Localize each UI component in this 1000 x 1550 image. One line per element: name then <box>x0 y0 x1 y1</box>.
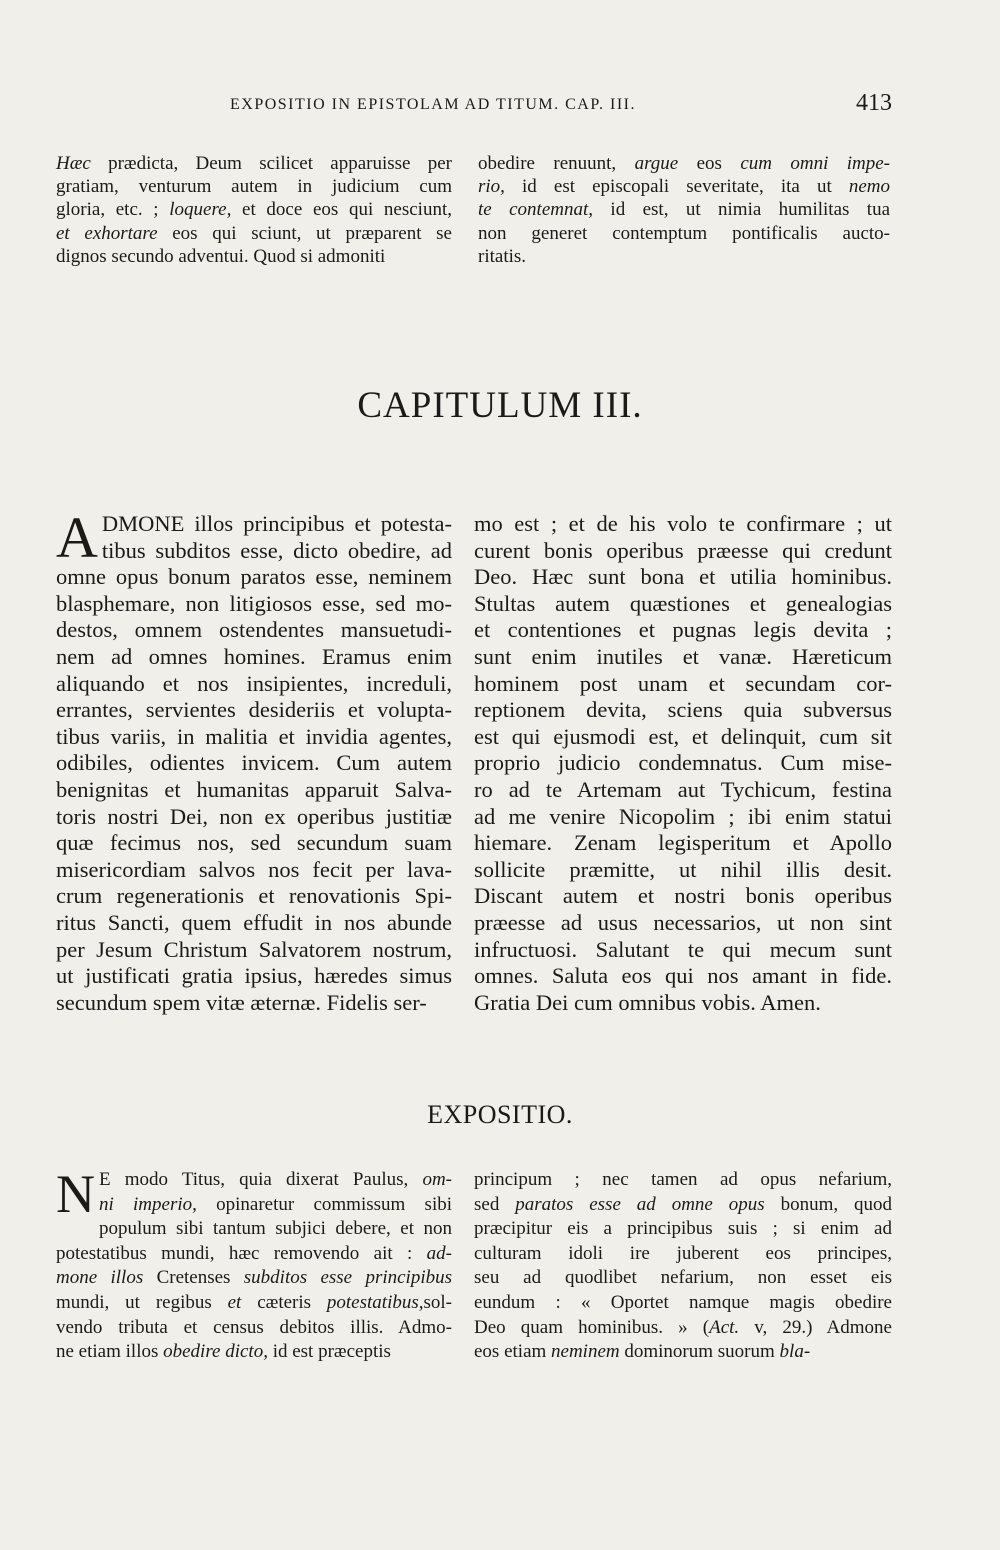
text-line: hominem post unam et secundam cor- <box>474 670 892 696</box>
text-line: Hæc prædicta, Deum scilicet apparuisse per <box>56 153 452 174</box>
text-line: blasphemare, non litigiosos esse, sed mo- <box>56 590 452 616</box>
text-line: sunt enim inutiles et vanæ. Hæreticum <box>474 643 892 669</box>
drop-cap: N <box>56 1164 95 1224</box>
text-line: te contemnat, id est, ut nimia humilitas tua <box>478 199 891 221</box>
text-line: crum regenerationis et renovationis Spi- <box>56 883 452 909</box>
text-line: principum ; nec tamen ad opus nefarium, <box>474 1169 892 1190</box>
text-line: et exhortare eos qui sciunt, ut præparent se <box>56 222 452 244</box>
text-line: E modo Titus, quia dixerat Paulus, om- <box>99 1169 452 1190</box>
text-line: præcipitur eis a principibus suis ; si enim ad <box>474 1218 892 1240</box>
chapter-heading: CAPITULUM III. <box>357 385 643 426</box>
text-line: eundum : « Oportet namque magis obedire <box>474 1291 892 1313</box>
text-line: misericordiam salvos nos fecit per lava- <box>56 856 452 882</box>
continued-text-left-column <box>56 152 452 268</box>
text-line: ritatis. <box>478 245 527 267</box>
text-line: sed paratos esse ad omne opus bonum, quod <box>474 1193 893 1215</box>
text-line: hiemare. Zenam legisperitum et Apollo <box>474 830 892 856</box>
text-line: gloria, etc. ; loquere, et doce eos qui nesciunt, <box>56 199 452 221</box>
text-line: tibus subditos esse, dicto obedire, ad <box>101 537 452 563</box>
text-line: vendo tributa et census debitos illis. Admo- <box>56 1316 452 1338</box>
text-line: rio, id est episcopali severitate, ita ut nemo <box>478 176 890 198</box>
text-line: Gratia Dei cum omnibus vobis. Amen. <box>474 989 821 1015</box>
text-line: quæ fecimus nos, sed secundum suam <box>56 830 452 856</box>
commentary-text-left-column <box>56 1164 453 1365</box>
text-line: proprio judicio condemnatus. Cum mise- <box>474 750 892 776</box>
text-line: non generet contemptum pontificalis aucto- <box>478 222 890 244</box>
scripture-lines-left <box>56 505 452 1016</box>
text-line: Stultas autem quæstiones et genealogias <box>474 590 892 616</box>
text-line: ne etiam illos obedire dicto, id est præceptis <box>56 1341 391 1363</box>
text-line: culturam idoli ire juberent eos principes, <box>474 1242 892 1264</box>
continued-text-right-column <box>478 152 890 268</box>
text-line: eos etiam neminem dominorum suorum bla- <box>474 1341 811 1363</box>
text-line: errantes, servientes desideriis et volupta- <box>56 697 452 723</box>
text-line: nem ad omnes homines. Eramus enim <box>56 643 452 669</box>
text-line: dignos secundo adventui. Quod si admoniti <box>56 245 386 267</box>
text-line: potestatibus mundi, hæc removendo ait : ad- <box>56 1242 452 1264</box>
text-line: ut justificati gratia ipsius, hæredes simus <box>56 963 452 989</box>
text-line: toris nostri Dei, non ex operibus justitiæ <box>56 803 452 829</box>
text-line: ro ad te Artemam aut Tychicum, festina <box>474 776 892 802</box>
text-line: sollicite præmitte, ut nihil illis desit. <box>474 856 892 882</box>
text-line: obedire renuunt, argue eos cum omni impe- <box>478 153 891 174</box>
text-line: per Jesum Christum Salvatorem nostrum, <box>56 936 452 962</box>
text-line: odibiles, odientes invicem. Cum autem <box>56 750 452 776</box>
text-line: præesse ad usus necessarios, ut non sint <box>474 909 892 935</box>
text-line: DMONE illos principibus et potesta- <box>101 511 452 536</box>
drop-cap: A <box>56 505 98 570</box>
text-line: omne opus bonum paratos esse, neminem <box>56 564 452 590</box>
commentary-lines-left <box>56 1164 453 1365</box>
commentary-text-right-column <box>474 1168 892 1365</box>
text-line: mone illos Cretenses subditos esse principibus <box>56 1267 453 1289</box>
scripture-text-right-column <box>474 511 892 1016</box>
text-line: ad me venire Nicopolim ; ibi enim statui <box>474 803 892 829</box>
text-line: infructuosi. Salutant te qui mecum sunt <box>474 936 892 962</box>
text-line: secundum spem vitæ æternæ. Fidelis ser- <box>56 989 427 1015</box>
text-line: omnes. Saluta eos qui nos amant in fide. <box>474 963 892 989</box>
text-line: Discant autem et nostri bonis operibus <box>474 883 892 909</box>
text-line: mundi, ut regibus et cæteris potestatibus,sol- <box>56 1291 452 1313</box>
text-line: aliquando et nos insipientes, increduli, <box>56 670 452 696</box>
text-line: benignitas et humanitas apparuit Salva- <box>56 776 452 802</box>
text-line: ni imperio, opinaretur commissum sibi <box>99 1193 452 1215</box>
text-line: gratiam, venturum autem in judicium cum <box>56 176 452 198</box>
text-line: reptionem devita, sciens quia subversus <box>474 697 892 723</box>
text-line: tibus variis, in malitia et invidia agentes, <box>56 723 452 749</box>
text-line: et contentiones et pugnas legis devita ; <box>474 617 892 643</box>
text-line: Deo quam hominibus. » (Act. v, 29.) Admone <box>474 1316 892 1338</box>
commentary-heading: EXPOSITIO. <box>427 1100 573 1129</box>
text-line: ritus Sancti, quem effudit in nos abunde <box>56 909 452 935</box>
text-line: Deo. Hæc sunt bona et utilia hominibus. <box>474 564 892 590</box>
scripture-text-left-column <box>56 505 452 1016</box>
text-line: populum sibi tantum subjici debere, et non <box>99 1218 452 1240</box>
text-line: destos, omnem ostendentes mansuetudi- <box>56 617 452 643</box>
text-line: seu ad quodlibet nefarium, non esset eis <box>474 1267 892 1289</box>
text-line: est qui ejusmodi est, et delinquit, cum sit <box>474 723 892 749</box>
running-title: EXPOSITIO IN EPISTOLAM AD TITUM. CAP. III. <box>230 96 636 113</box>
page-number: 413 <box>856 90 892 116</box>
text-line: curent bonis operibus præesse qui credunt <box>474 537 892 563</box>
text-line: mo est ; et de his volo te confirmare ; ut <box>474 511 892 536</box>
